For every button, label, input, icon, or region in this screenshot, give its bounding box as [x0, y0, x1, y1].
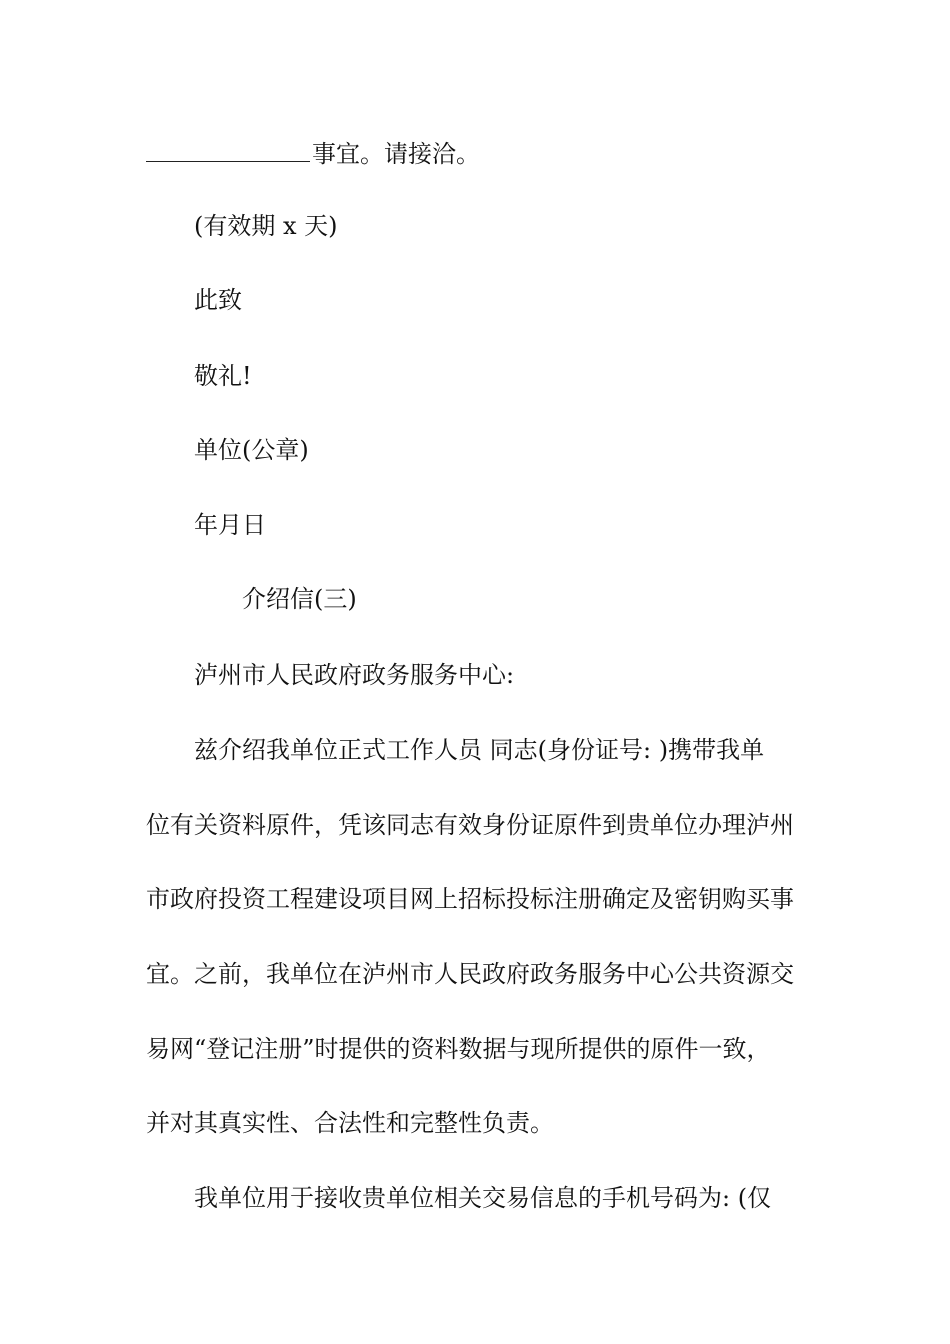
body-line: 宜。之前，我单位在泸州市人民政府政务服务中心公共资源交 — [146, 960, 794, 988]
body-line: 并对其真实性、合法性和完整性负责。 — [146, 1109, 554, 1137]
signature-unit: 单位(公章) — [194, 436, 309, 464]
phone-line: 我单位用于接收贵单位相关交易信息的手机号码为: (仅 — [194, 1184, 772, 1212]
body-line: 易网“登记注册”时提供的资料数据与现所提供的原件一致， — [146, 1035, 771, 1063]
closing-line — [146, 138, 816, 170]
body-line: 市政府投资工程建设项目网上招标投标注册确定及密钥购买事 — [146, 885, 794, 913]
closing-text: 事宜。请接洽。 — [312, 140, 480, 168]
salutation-ci-zhi: 此致 — [194, 286, 242, 314]
validity-note: (有效期 x 天) — [194, 212, 338, 240]
salutation-jing-li: 敬礼! — [194, 362, 252, 390]
signature-date: 年月日 — [194, 511, 266, 539]
body-line: 兹介绍我单位正式工作人员 同志(身份证号: )携带我单 — [194, 736, 765, 764]
section-title: 介绍信(三) — [242, 585, 357, 613]
fill-in-blank — [146, 139, 310, 162]
body-line: 位有关资料原件，凭该同志有效身份证原件到贵单位办理泸州 — [146, 811, 794, 839]
addressee: 泸州市人民政府政务服务中心: — [194, 661, 515, 689]
